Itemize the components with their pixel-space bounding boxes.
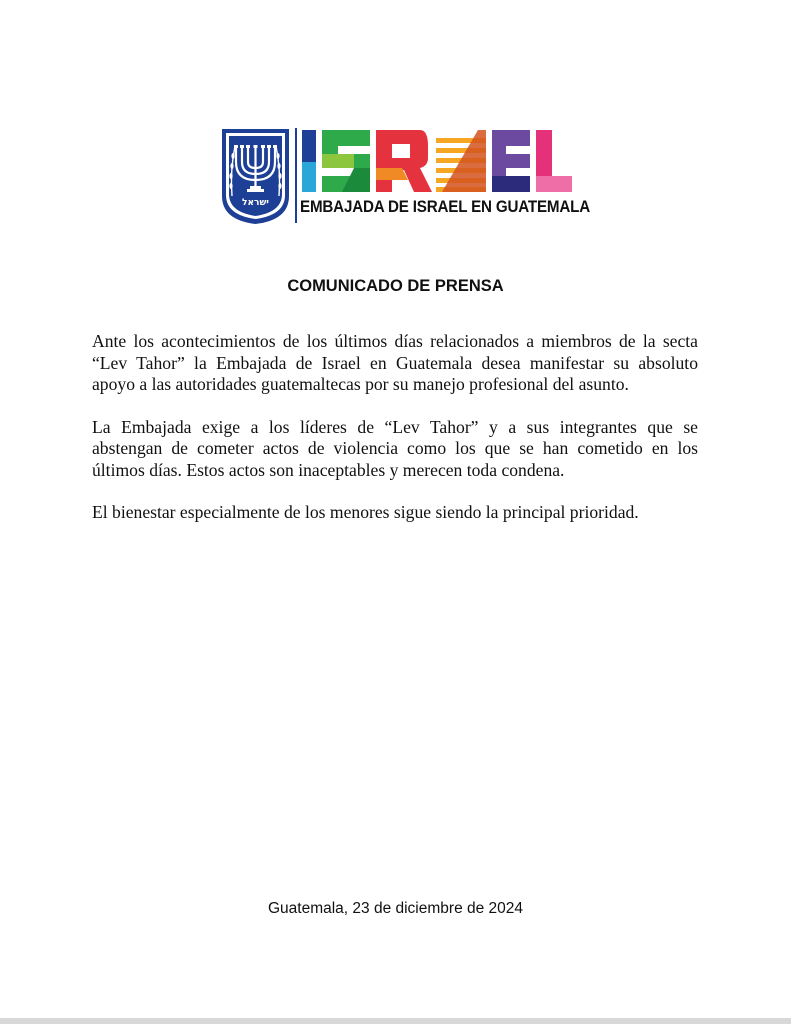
logo-divider <box>295 128 297 223</box>
closing-date-line: Guatemala, 23 de diciembre de 2024 <box>267 900 524 917</box>
paragraph-line: apoyo a las autoridades guatemaltecas por su manejo profesional del asunto. <box>92 374 629 394</box>
paragraph-2 <box>92 417 698 482</box>
document-body <box>92 331 698 545</box>
emblem-inscription: ישראל <box>242 198 269 208</box>
paragraph-line: La Embajada exige a los líderes de “Lev Tahor” y a sus integrantes que se <box>92 416 698 437</box>
paragraph-line: últimos días. Estos actos son inaceptables y merecen toda condena. <box>92 459 565 480</box>
israel-wordmark-logo <box>302 128 572 194</box>
paragraph-line: Ante los acontecimientos de los últimos días relacionados a miembros de la secta <box>92 331 698 351</box>
page-bottom-edge <box>0 1018 791 1024</box>
paragraph-line: El bienestar especialmente de los menores sigue siendo la principal prioridad. <box>92 502 639 522</box>
state-emblem-icon <box>219 126 292 226</box>
document-title: COMUNICADO DE PRENSA <box>287 277 504 295</box>
paragraph-line: “Lev Tahor” la Embajada de Israel en Guatemala desea manifestar su absoluto <box>92 352 698 373</box>
paragraph-line: abstengan de cometer actos de violencia como los que se han cometido en los <box>92 438 698 458</box>
paragraph-1 <box>92 331 698 396</box>
paragraph-3 <box>92 502 698 524</box>
embassy-name: EMBAJADA DE ISRAEL EN GUATEMALA <box>300 198 591 216</box>
